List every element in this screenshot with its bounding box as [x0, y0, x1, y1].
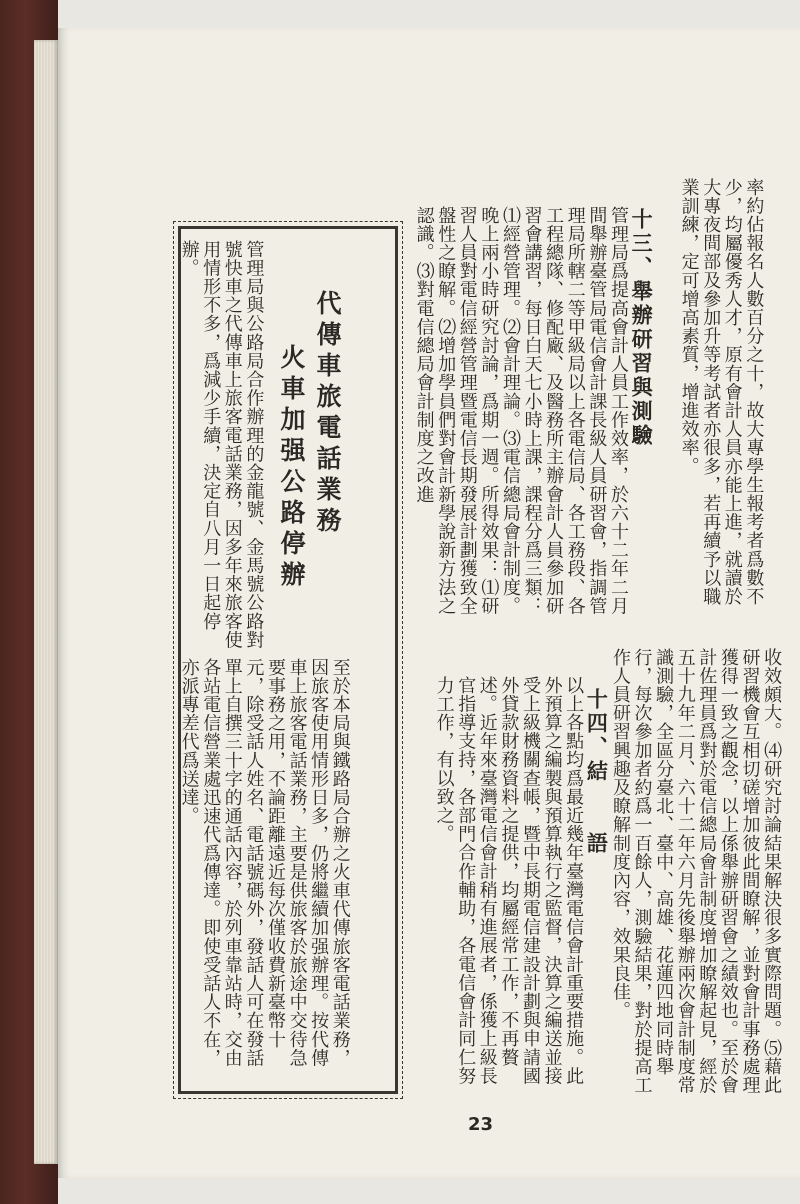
page-edges [34, 40, 58, 1164]
notice-paragraph-2: 至於本局與鐵路局合辦之火車代傳旅客電話業務，因旅客使用情形日多，仍將繼續加强辦理。按代傳車上旅客電話業務，主要是供旅客於旅途中交待急要事務之用，不論距離遠近每次僅收費新臺幣十元，除受話人姓名、電話號碼外，發話人可在發話單上自撰三十字的通話內容，於列車靠站時，交由各站電信營業處迅速代爲傳達。即使受話人不在，亦派專差代爲送達。 [178, 658, 351, 1068]
notice-paragraph-1: 管理局與公路局合作辦理的金龍號、金馬號公路對號快車之代傳車上旅客電話業務，因多年來旅客使用情形不多，爲減少手續，決定自八月一日起停辦。 [178, 240, 265, 650]
notice-title-2: 火車加强公路停辦 [277, 344, 306, 592]
notice-title-1: 代傳車旅電話業務 [313, 290, 342, 538]
section-13 [413, 178, 654, 628]
section-13-continued-and-14 [433, 648, 782, 1098]
book-page [58, 28, 800, 1178]
paragraph: 收效頗大。⑷研究討論結果解決很多實際問題。⑸藉此研習機會互相切磋增加彼此間瞭解，並對會計事務處理獲得一致之觀念，以上係舉辦研習會之績效也。至於會計佐理員爲對於電信總局會計制度增加瞭解起見，經於五十九年二月、六十二年六月先後舉辦兩次會計制度常識測驗，全區分臺北、臺中、高雄、花蓮四地同時舉行，每次參加者約爲一百餘人，測驗結果，對於提高工作人員研習興趣及瞭解制度內容，效果良佳。 [609, 648, 783, 1095]
section-heading: 十四、結 語 [584, 688, 610, 856]
paragraph: 管理局爲提高會計人員工作效率，於六十二年二月間舉辦臺管局電信會計課長級人員研習會，指調管理局所轄二等甲級局以上各電信局、各工務段、各工程總隊、修配廠、及醫務所主辦會計人員參加研習會講習，每日白天七小時上課，課程分爲三類：⑴經營管理。⑵會計理論。⑶電信總局會計制度。晚上兩小時研究討論，爲期一週。所得效果：⑴研習人員對電信經營管理暨電信長期發展計劃獲致全盤性之瞭解。⑵增加學員們對會計新學說新方法之認識。⑶對電信總局會計制度之改進 [413, 206, 629, 616]
paragraph: 率約佔報名人數百分之十，故大專學生報考者爲數不少，均屬優秀人才，原有會計人員亦能上進，就讀於大專夜間部及參加升等考試者亦很多，若再續予以職業訓練，定可增高素質，增進效率。 [678, 178, 765, 606]
page-number: 23 [468, 1114, 494, 1135]
section-heading: 十三、舉辦研習與測驗 [629, 208, 655, 448]
article-top-right [678, 178, 764, 608]
paragraph: 以上各點均爲最近幾年臺灣電信會計重要措施。此外預算之編製與預算執行之監督，決算之編送並接受上級機關查帳，暨中長期電信建設計劃與申請國外貸款財務資料之提供，均屬經常工作，不再贅述。近年來臺灣電信會計稍有進展者，係獲上級長官指導支持，各部門合作輔助，各電信會計同仁努力工作，有以致之。 [433, 676, 585, 1086]
